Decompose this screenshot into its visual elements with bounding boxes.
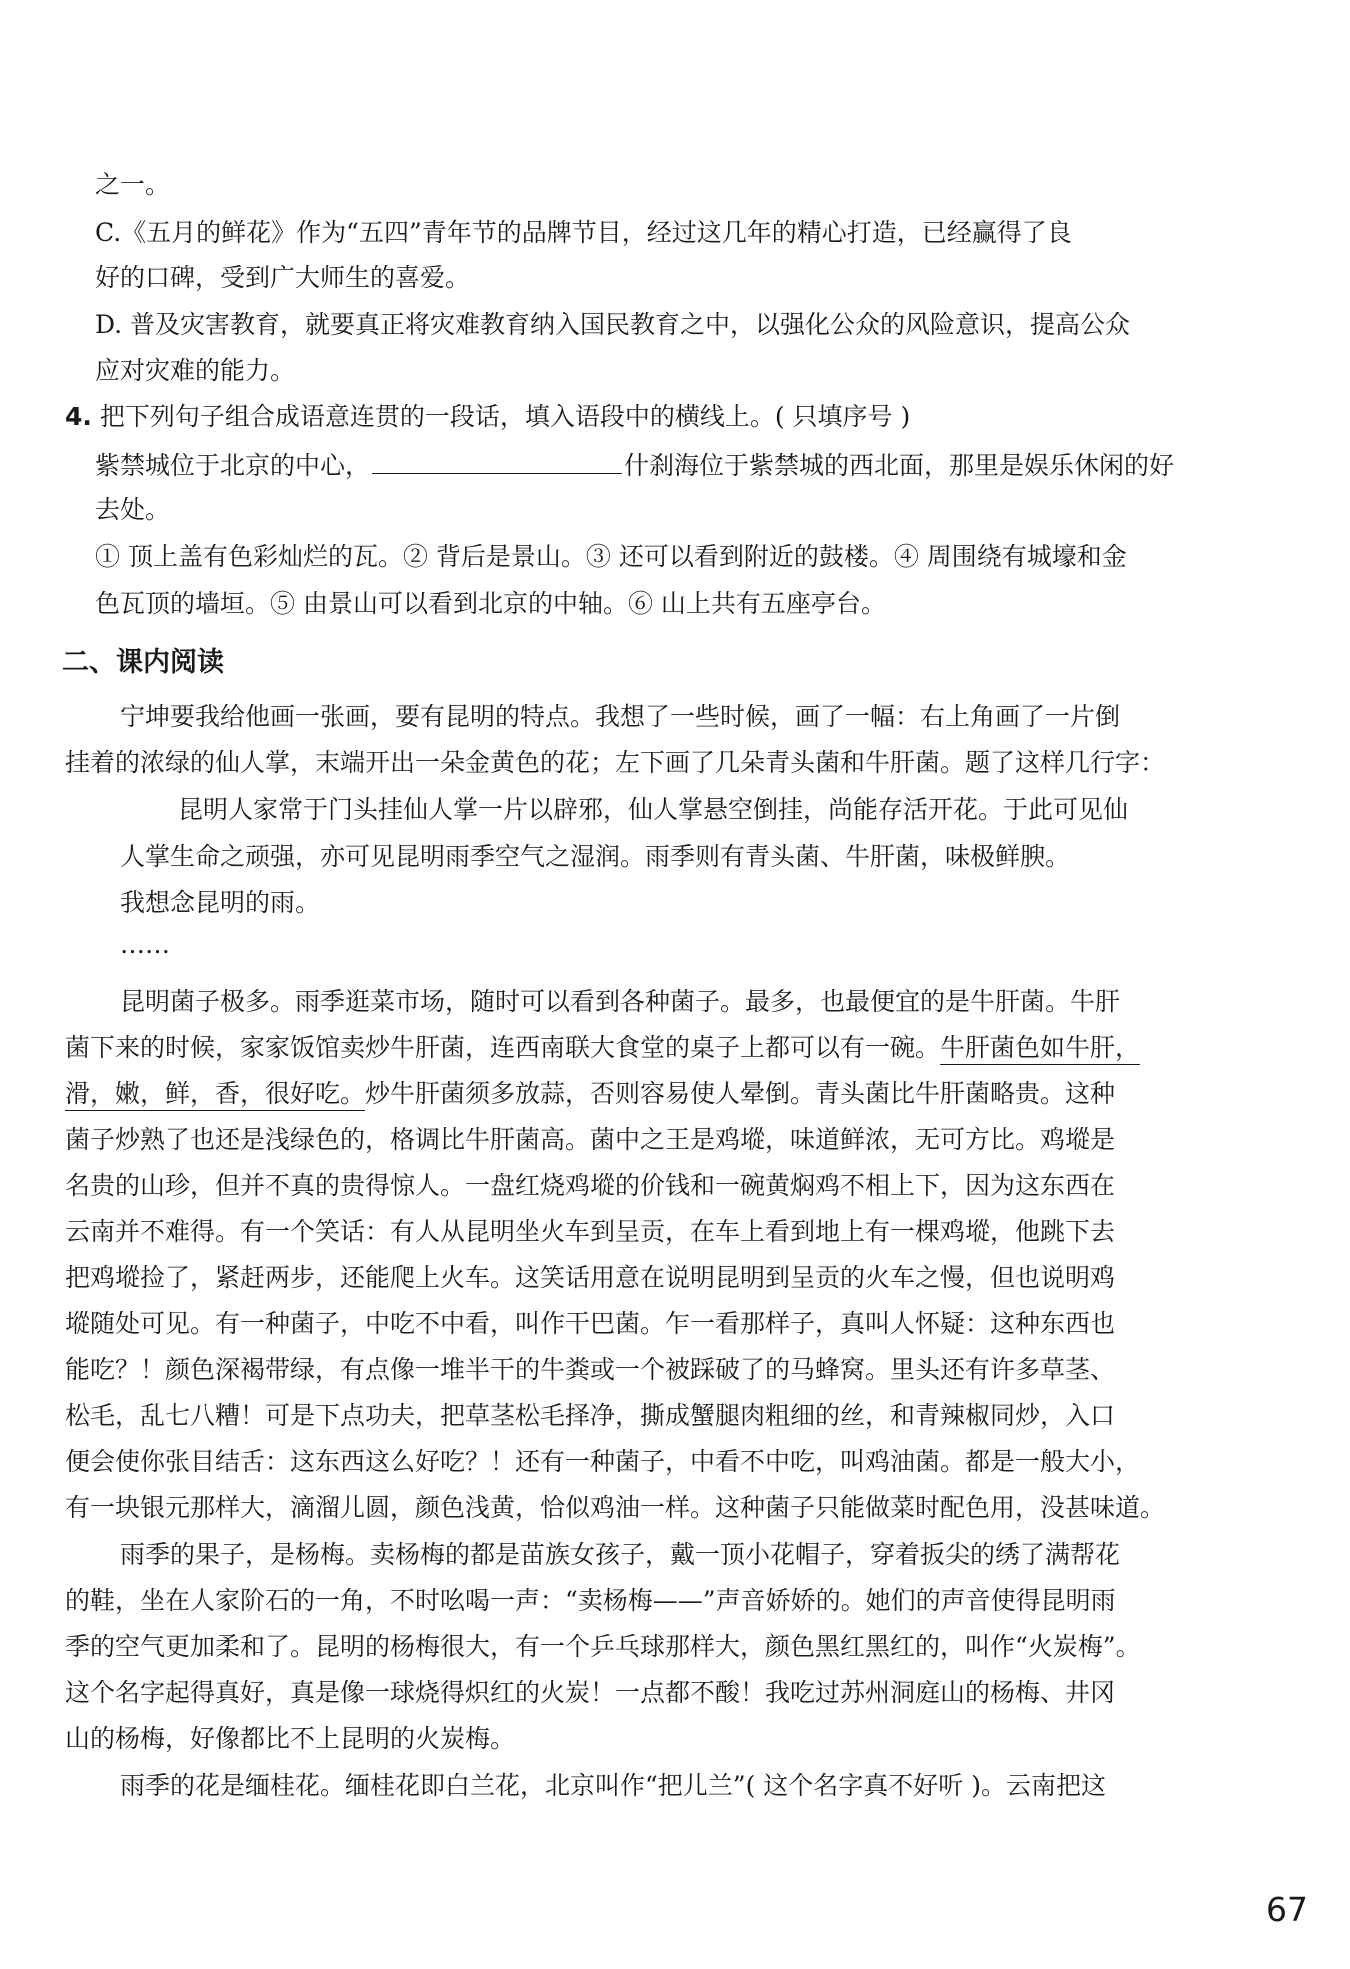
page-number: 67 xyxy=(1266,1890,1308,1929)
sentence-options-2: 色瓦顶的墙垣。⑤ 由景山可以看到北京的中轴。⑥ 山上共有五座亭台。 xyxy=(95,589,886,618)
section-heading: 二、课内阅读 xyxy=(62,647,224,678)
reading-line: 菌子炒熟了也还是浅绿色的，格调比牛肝菌高。菌中之王是鸡㙡，味道鲜浓，无可方比。鸡㙡是 xyxy=(65,1125,1116,1154)
text-segment: 炒牛肝菌须多放蒜，否则容易使人晕倒。青头菌比牛肝菌略贵。这种 xyxy=(365,1079,1116,1108)
reading-line: 挂着的浓绿的仙人掌，末端开出一朵金黄色的花；左下画了几朵青头菌和牛肝菌。题了这样几行字： xyxy=(65,748,1166,777)
option-d-line-2: 应对灾难的能力。 xyxy=(95,356,296,385)
reading-line: 雨季的果子，是杨梅。卖杨梅的都是苗族女孩子，戴一顶小花帽子，穿着扳尖的绣了满帮花 xyxy=(120,1540,1121,1569)
reading-line: 云南并不难得。有一个笑话：有人从昆明坐火车到呈贡，在车上看到地上有一棵鸡㙡，他跳下去 xyxy=(65,1217,1116,1246)
reading-line: 的鞋，坐在人家阶石的一角，不时吆喝一声：“卖杨梅——”声音娇娇的。她们的声音使得昆明雨 xyxy=(65,1586,1116,1615)
reading-line xyxy=(65,1079,1225,1109)
question-text: 把下列句子组合成语意连贯的一段话，填入语段中的横线上。( 只填序号 ) xyxy=(99,402,911,431)
fill-blank-line xyxy=(95,449,1255,481)
reading-line: 季的空气更加柔和了。昆明的杨梅很大，有一个乒乓球那样大，颜色黑红黑红的，叫作“火炭梅”。 xyxy=(65,1632,1141,1661)
reading-line: 我想念昆明的雨。 xyxy=(120,888,321,917)
text-line: 之一。 xyxy=(95,170,171,199)
reading-line: 把鸡㙡捡了，紧赶两步，还能爬上火车。这笑话用意在说明昆明到呈贡的火车之慢，但也说明鸡 xyxy=(65,1263,1116,1292)
sentence-options-1: ① 顶上盖有色彩灿烂的瓦。② 背后是景山。③ 还可以看到附近的鼓楼。④ 周围绕有城壕和金 xyxy=(95,542,1127,571)
reading-line: 㙡随处可见。有一种菌子，中吃不中看，叫作干巴菌。乍一看那样子，真叫人怀疑：这种东西也 xyxy=(65,1309,1116,1338)
reading-line: 这个名字起得真好，真是像一球烧得炽红的火炭！一点都不酸！我吃过苏州洞庭山的杨梅、井冈 xyxy=(65,1678,1116,1707)
quoted-inscription: 昆明人家常于门头挂仙人掌一片以辟邪，仙人掌悬空倒挂，尚能存活开花。于此可见仙 xyxy=(178,795,1129,824)
question-number: 4. xyxy=(65,402,92,431)
option-c-line-1: C.《五月的鲜花》作为“五四”青年节的品牌节目，经过这几年的精心打造，已经赢得了良 xyxy=(95,218,1072,247)
passage-text: 什刹海位于紫禁城的西北面，那里是娱乐休闲的好 xyxy=(624,451,1175,480)
reading-line xyxy=(65,1033,1225,1063)
option-c-line-2: 好的口碑，受到广大师生的喜爱。 xyxy=(95,263,471,292)
passage-text: 紫禁城位于北京的中心， xyxy=(95,451,371,480)
ellipsis: …… xyxy=(120,930,170,959)
question-4 xyxy=(65,402,1225,432)
underlined-sentence: 牛肝菌色如牛肝， xyxy=(940,1033,1140,1065)
underlined-sentence: 滑，嫩，鲜，香，很好吃。 xyxy=(65,1079,365,1111)
option-d-line-1: D. 普及灾害教育，就要真正将灾难教育纳入国民教育之中，以强化公众的风险意识，提高公众 xyxy=(95,310,1131,339)
passage-text: 去处。 xyxy=(95,495,171,524)
answer-blank[interactable] xyxy=(372,449,622,474)
reading-line: 宁坤要我给他画一张画，要有昆明的特点。我想了一些时候，画了一幅：右上角画了一片倒 xyxy=(120,702,1121,731)
reading-line: 山的杨梅，好像都比不上昆明的火炭梅。 xyxy=(65,1724,516,1753)
text-segment: 菌下来的时候，家家饭馆卖炒牛肝菌，连西南联大食堂的桌子上都可以有一碗。 xyxy=(65,1033,941,1062)
reading-line: 能吃？！颜色深褐带绿，有点像一堆半干的牛粪或一个被踩破了的马蜂窝。里头还有许多草茎、 xyxy=(65,1355,1116,1384)
reading-line: 有一块银元那样大，滴溜儿圆，颜色浅黄，恰似鸡油一样。这种菌子只能做菜时配色用，没甚味道。 xyxy=(65,1493,1166,1522)
reading-line: 雨季的花是缅桂花。缅桂花即白兰花，北京叫作“把儿兰”( 这个名字真不好听 )。云南把这 xyxy=(120,1771,1106,1800)
reading-line: 松毛，乱七八糟！可是下点功夫，把草茎松毛择净，撕成蟹腿肉粗细的丝，和青辣椒同炒，入口 xyxy=(65,1401,1116,1430)
reading-line: 便会使你张目结舌：这东西这么好吃？！还有一种菌子，中看不中吃，叫鸡油菌。都是一般大小， xyxy=(65,1447,1141,1476)
quoted-inscription: 人掌生命之顽强，亦可见昆明雨季空气之湿润。雨季则有青头菌、牛肝菌，味极鲜腴。 xyxy=(120,842,1071,871)
reading-line: 昆明菌子极多。雨季逛菜市场，随时可以看到各种菌子。最多，也最便宜的是牛肝菌。牛肝 xyxy=(120,987,1121,1016)
reading-line: 名贵的山珍，但并不真的贵得惊人。一盘红烧鸡㙡的价钱和一碗黄焖鸡不相上下，因为这东西在 xyxy=(65,1171,1116,1200)
